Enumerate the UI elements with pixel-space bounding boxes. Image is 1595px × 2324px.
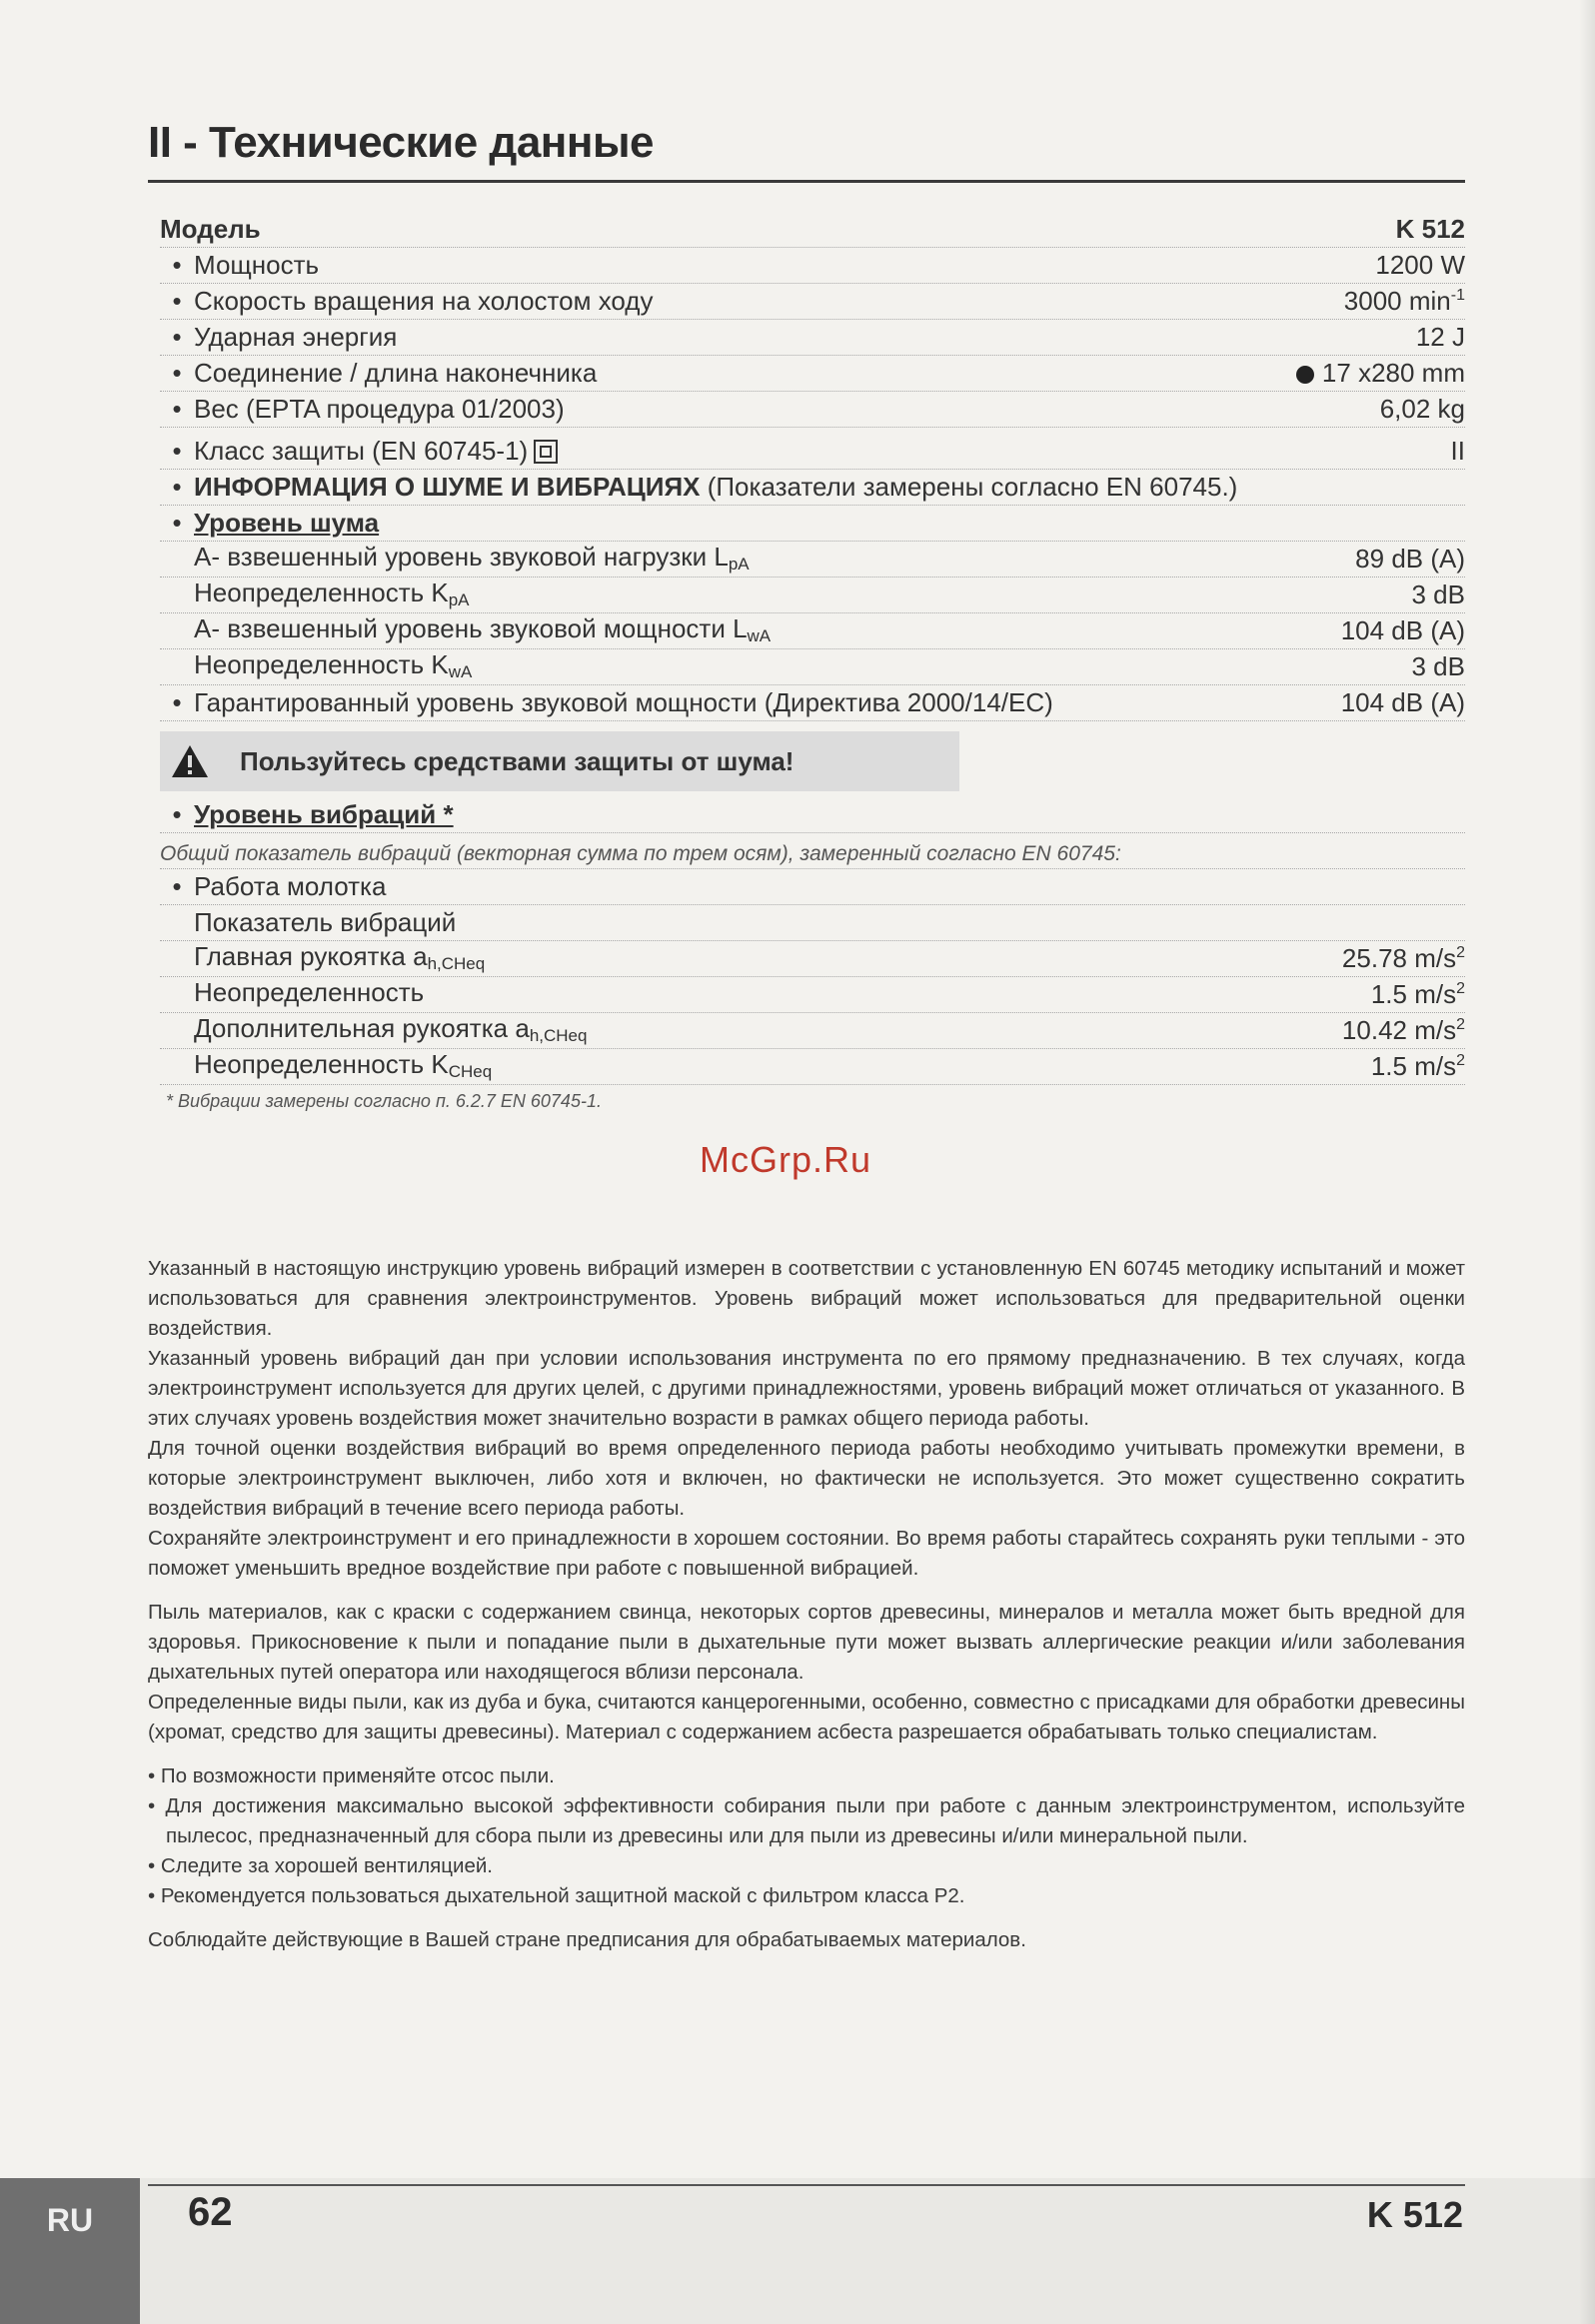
spec-value: 3000 $\min^{-1}$ bbox=[1343, 286, 1465, 316]
vibration-index-row bbox=[160, 905, 1465, 941]
dust-bullet-list bbox=[148, 1761, 1465, 1911]
guaranteed-label: • Гарантированный уровень звуковой мощности (Директива 2000/14/EC) bbox=[160, 687, 1053, 718]
noise-level-label: • Уровень шума bbox=[160, 508, 379, 539]
model-label: Модель bbox=[160, 214, 261, 244]
guaranteed-power-row bbox=[160, 685, 1465, 721]
noise-row bbox=[160, 613, 1465, 649]
spec-table bbox=[160, 212, 1465, 1112]
spec-label: • Ударная энергия bbox=[160, 322, 397, 353]
title-underline bbox=[148, 180, 1465, 183]
vibration-row bbox=[160, 1049, 1465, 1085]
vibration-label: Неопределенность $K_{CHeq}$ bbox=[194, 1049, 493, 1081]
vibration-row bbox=[160, 941, 1465, 977]
list-item: • Рекомендуется пользоваться дыхательной защитной маской с фильтром класса P2. bbox=[148, 1881, 1465, 1911]
hammer-label: • Работа молотка bbox=[160, 871, 386, 902]
spec-value: 12 J bbox=[1415, 322, 1465, 352]
paragraph: Сохраняйте электроинструмент и его принадлежности в хорошем состоянии. Во время работы старайтесь сохранять руки теплыми - это поможет уменьшить вредное воздействие при работе с повышенной вибрацией. bbox=[148, 1527, 1465, 1580]
noise-label: Неопределенность $K_{wA}$ bbox=[194, 649, 473, 681]
noise-info-label: • ИНФОРМАЦИЯ О ШУМЕ И ВИБРАЦИЯХ (Показатели замерены согласно EN 60745.) bbox=[160, 472, 1237, 503]
list-item: • По возможности применяйте отсос пыли. bbox=[148, 1761, 1465, 1791]
spec-label: • Мощность bbox=[160, 250, 319, 281]
spec-label: • Соединение / длина наконечника bbox=[160, 358, 597, 389]
guaranteed-value: 104 dB (A) bbox=[1340, 687, 1465, 717]
spec-row-speed bbox=[160, 284, 1465, 320]
noise-level-row bbox=[160, 506, 1465, 542]
vibration-level-label: • Уровень вибраций * bbox=[160, 799, 454, 830]
spec-row-impact-energy bbox=[160, 320, 1465, 356]
noise-info-row bbox=[160, 470, 1465, 506]
body-text bbox=[148, 1254, 1465, 1955]
vibration-value: 1.5 $m/s^2$ bbox=[1370, 979, 1465, 1009]
noise-value: 3 dB bbox=[1411, 651, 1465, 681]
paragraph: Определенные виды пыли, как из дуба и бука, считаются канцерогенными, особенно, совместно с присадками для обработки древесины (хромат, средство для защиты древесины). Материал с содержанием асбеста разрешается обрабатывать только специалистам. bbox=[148, 1691, 1465, 1743]
noise-label: A- взвешенный уровень звуковой мощности $L_{wA}$ bbox=[194, 613, 772, 645]
warning-icon bbox=[160, 743, 220, 779]
warning-text: Пользуйтесь средствами защиты от шума! bbox=[240, 745, 795, 776]
vibration-note-row bbox=[160, 833, 1465, 869]
list-item: • Следите за хорошей вентиляцией. bbox=[148, 1851, 1465, 1881]
noise-value: 3 dB bbox=[1411, 580, 1465, 609]
noise-value: 104 dB (A) bbox=[1340, 615, 1465, 645]
footer bbox=[0, 2178, 1595, 2324]
paragraph: Соблюдайте действующие в Вашей стране предписания для обрабатываемых материалов. bbox=[148, 1928, 1026, 1951]
vibration-label: Главная рукоятка $a_{h,CHeq}$ bbox=[194, 941, 486, 973]
noise-label: Неопределенность $K_{pA}$ bbox=[194, 578, 470, 609]
paragraph: Для точной оценки воздействия вибраций во время определенного периода работы необходимо учитывать промежутки времени, в которые электроинструмент выключен, либо хотя и включен, но фактически не используется. Это может существенно сократить воздействия вибраций в течение всего периода работы. bbox=[148, 1437, 1465, 1520]
spec-label: • Вес (EPTA процедура 01/2003) bbox=[160, 394, 565, 425]
spec-value: 1200 W bbox=[1375, 250, 1465, 280]
noise-row bbox=[160, 542, 1465, 578]
vibration-index-label: Показатель вибраций bbox=[194, 907, 457, 937]
vibration-level-row bbox=[160, 797, 1465, 833]
model-value: K 512 bbox=[1395, 214, 1465, 244]
spec-row-connection bbox=[160, 356, 1465, 392]
hex-shank-icon bbox=[1296, 366, 1314, 384]
paragraph: Пыль материалов, как с краски с содержанием свинца, некоторых сортов древесины, минералов и металла может быть вредной для здоровья. Прикосновение к пыли и попадание пыли в дыхательные пути может вызвать аллергические реакции и/или заболевания дыхательных путей оператора или находящегося вблизи персонала. bbox=[148, 1601, 1465, 1684]
page-edge bbox=[1579, 0, 1595, 2324]
paragraph: Указанный в настоящую инструкцию уровень вибраций измерен в соответствии с установленную EN 60745 методику испытаний и может использоваться для сравнения электроинструментов. Уровень вибраций может использоваться для предварительной оценки воздействия. bbox=[148, 1257, 1465, 1340]
vibration-row bbox=[160, 1013, 1465, 1049]
vibration-row bbox=[160, 977, 1465, 1013]
double-insulation-icon bbox=[534, 440, 558, 464]
page-number: 62 bbox=[188, 2190, 233, 2234]
page-title: II - Технические данные bbox=[148, 118, 654, 167]
hearing-protection-warning bbox=[160, 731, 959, 791]
language-tab: RU bbox=[0, 2178, 140, 2324]
spec-row-power bbox=[160, 248, 1465, 284]
spec-label: • Класс защиты (EN 60745-1) bbox=[160, 436, 558, 467]
spec-value: 17 x280 mm bbox=[1296, 358, 1465, 389]
spec-row-protection-class bbox=[160, 428, 1465, 470]
vibration-value: 10.42 $m/s^2$ bbox=[1341, 1015, 1465, 1045]
spec-label: • Скорость вращения на холостом ходу bbox=[160, 286, 653, 317]
hammer-row bbox=[160, 869, 1465, 905]
vibration-label: Неопределенность bbox=[194, 977, 425, 1007]
vibration-footnote: * Вибрации замерены согласно п. 6.2.7 EN 60745-1. bbox=[166, 1091, 602, 1111]
footer-model: K 512 bbox=[1366, 2194, 1463, 2235]
spec-row-model bbox=[160, 212, 1465, 248]
vibration-label: Дополнительная рукоятка $a_{h,CHeq}$ bbox=[194, 1013, 588, 1045]
watermark: McGrp.Ru bbox=[700, 1139, 872, 1180]
vibration-value: 1.5 $m/s^2$ bbox=[1370, 1051, 1465, 1081]
footer-rule bbox=[148, 2184, 1465, 2186]
noise-value: 89 dB (A) bbox=[1355, 544, 1465, 574]
paragraph: Указанный уровень вибраций дан при условии использования инструмента по его прямому предназначению. В тех случаях, когда электроинструмент используется для других целей, с другими принадлежностями, уровень вибраций может отличаться от указанного. В этих случаях уровень воздействия может значительно возрасти в рамках общего периода работы. bbox=[148, 1347, 1465, 1430]
vibration-value: 25.78 $m/s^2$ bbox=[1341, 943, 1465, 973]
noise-label: A- взвешенный уровень звуковой нагрузки $L_{pA}$ bbox=[194, 542, 750, 574]
spec-row-weight bbox=[160, 392, 1465, 428]
spec-value: 6,02 kg bbox=[1379, 394, 1465, 424]
list-item: • Для достижения максимально высокой эффективности собирания пыли при работе с данным электроинструментом, используйте пылесос, предназначенный для сбора пыли из древесины или для пыли из древесины и/или минеральной пыли. bbox=[148, 1791, 1465, 1851]
noise-row bbox=[160, 649, 1465, 685]
noise-row bbox=[160, 578, 1465, 613]
spec-value: II bbox=[1450, 436, 1465, 466]
vibration-note: Общий показатель вибраций (векторная сумма по трем осям), замеренный согласно EN 60745: bbox=[160, 842, 1121, 865]
